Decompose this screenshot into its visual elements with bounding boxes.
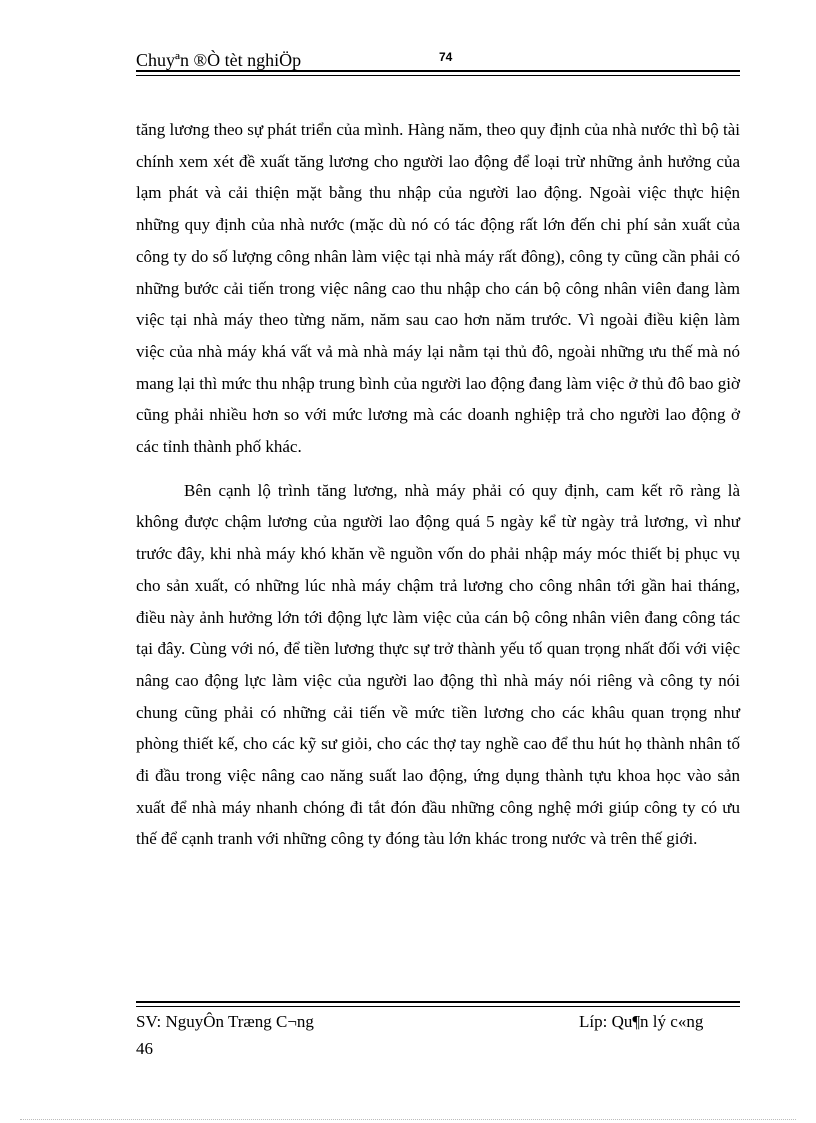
footer-student: SV: NguyÔn Træng C¬ng [136, 1012, 314, 1031]
header-divider [136, 70, 740, 76]
footer-class: Líp: Qu¶n lý c«ng [579, 1012, 704, 1031]
header-title: Chuyªn ®Ò tèt nghiÖp [136, 50, 302, 70]
body-text [136, 114, 740, 855]
footer-number: 46 [136, 1039, 153, 1058]
footer-divider [136, 1001, 740, 1007]
paragraph-1: tăng lương theo sự phát triển của mình. Hàng năm, theo quy định của nhà nước thì bộ tài chính xem xét đề xuất tăng lương cho người lao động để loại trừ những ảnh hưởng của lạm phát và cải thiện mặt bằng thu nhập của người lao động. Ngoài việc thực hiện những quy định của nhà nước (mặc dù nó có tác động rất lớn đến chi phí sản xuất của công ty do số lượng công nhân làm việc tại nhà máy rất đông), công ty cũng cần phải có những bước cải tiến trong việc nâng cao thu nhập cho cán bộ công nhân viên đang làm việc tại nhà máy theo từng năm, năm sau cao hơn năm trước. Vì ngoài điều kiện làm việc của nhà máy khá vất vả mà nhà máy lại nằm tại thủ đô, ngoài những ưu thế mà nó mang lại thì mức thu nhập trung bình của người lao động đang làm việc ở thủ đô bao giờ cũng phải nhiều hơn so với mức lương mà các doanh nghiệp trả cho người lao động ở các tỉnh thành phố khác. [136, 120, 740, 457]
page-number: 74 [439, 50, 453, 64]
page-edge-divider [20, 1119, 796, 1120]
paragraph-2: Bên cạnh lộ trình tăng lương, nhà máy phải có quy định, cam kết rõ ràng là không được chậm lương của người lao động quá 5 ngày kể từ ngày trả lương, vì như trước đây, khi nhà máy khó khăn về nguồn vốn do phải nhập máy móc thiết bị phục vụ cho sản xuất, có những lúc nhà máy chậm trả lương cho công nhân tới gần hai tháng, điều này ảnh hưởng lớn tới động lực làm việc của cán bộ công nhân viên đang công tác tại đây. Cùng với nó, để tiền lương thực sự trở thành yếu tố quan trọng nhất đối với việc nâng cao động lực làm việc của người lao động thì nhà máy nói riêng và công ty nói chung cũng phải có những cải tiến về mức tiền lương cho các khâu quan trọng như phòng thiết kế, cho các kỹ sư giỏi, cho các thợ tay nghề cao để thu hút họ thành nhân tố đi đầu trong việc nâng cao năng suất lao động, ứng dụng thành tựu khoa học vào sản xuất để nhà máy nhanh chóng đi tắt đón đầu những công nghệ mới giúp công ty có ưu thế để cạnh tranh với những công ty đóng tàu lớn khác trong nước và trên thế giới. [136, 480, 740, 849]
